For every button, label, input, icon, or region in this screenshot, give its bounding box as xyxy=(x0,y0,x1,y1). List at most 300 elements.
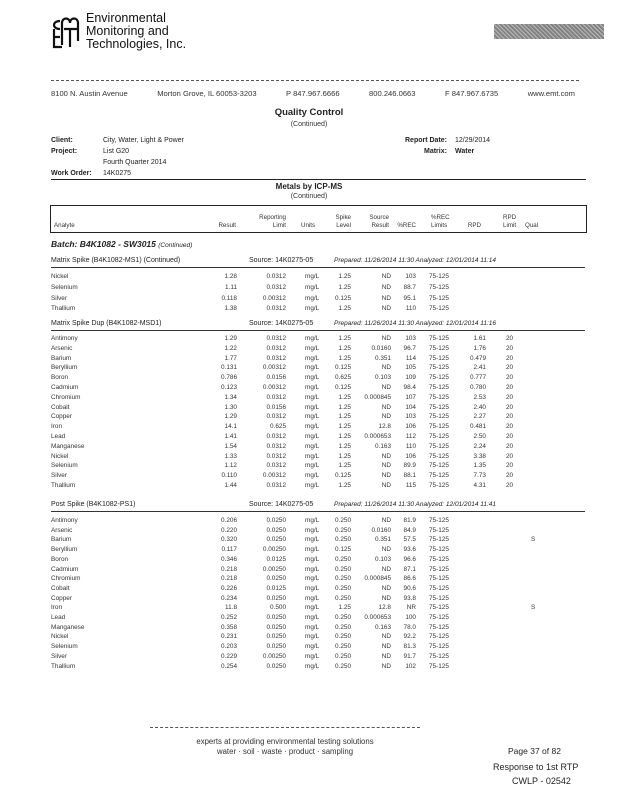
cell-spike-level: 0.125 xyxy=(335,472,351,480)
cell-rpd: 3.38 xyxy=(473,452,486,460)
cell-rec-limits: 75-125 xyxy=(429,423,449,431)
cell-rec: 78.0 xyxy=(403,623,416,631)
col-rec-limits-top: %REC xyxy=(431,214,450,221)
cell-reporting-limit: 0.625 xyxy=(270,423,286,431)
cell-units: mg/L xyxy=(305,305,320,313)
cell-source-result: ND xyxy=(381,662,391,670)
cell-rpd: 0.481 xyxy=(470,423,486,431)
cell-rec: 88.7 xyxy=(403,283,416,291)
cell-qual: S xyxy=(531,536,536,544)
cell-rec-limits: 75-125 xyxy=(429,565,449,573)
cell-source-result: ND xyxy=(381,482,391,489)
table-row xyxy=(51,404,585,413)
table-row xyxy=(51,663,585,672)
table-row xyxy=(51,345,585,354)
table-row xyxy=(51,653,585,662)
col-source: Source xyxy=(369,214,389,221)
table-row xyxy=(51,335,585,344)
cell-spike-level: 1.25 xyxy=(338,283,351,291)
cell-result: 0.254 xyxy=(221,662,237,670)
table-row xyxy=(51,295,585,304)
cell-units: mg/L xyxy=(305,594,320,602)
cell-result: 11.8 xyxy=(225,604,237,612)
cell-reporting-limit: 0.500 xyxy=(270,604,286,612)
cell-source-result: ND xyxy=(381,546,391,554)
info-divider xyxy=(51,179,586,180)
cell-spike-level: 1.25 xyxy=(338,452,351,460)
cell-source-result: 0.0160 xyxy=(371,526,391,534)
cell-spike-level: 1.25 xyxy=(338,354,351,362)
cell-rpd-limit: 20 xyxy=(506,423,514,431)
table-row xyxy=(51,482,585,491)
cell-rpd: 2.27 xyxy=(473,413,486,421)
cell-source-result: 0.000653 xyxy=(364,433,391,440)
cell-spike-level: 0.250 xyxy=(335,565,351,573)
company-name xyxy=(86,12,186,51)
cell-source-result: 0.163 xyxy=(375,623,391,631)
section-header xyxy=(51,319,585,331)
cell-rec: 86.6 xyxy=(403,575,416,583)
cell-source-result: ND xyxy=(381,517,391,524)
cell-result: 0.320 xyxy=(221,536,237,544)
cell-source-result: ND xyxy=(381,305,391,313)
cell-units: mg/L xyxy=(305,433,320,440)
cell-result: 1.34 xyxy=(224,393,237,401)
cell-analyte: Cobalt xyxy=(51,403,70,411)
table-row xyxy=(51,566,585,575)
cell-reporting-limit: 0.0250 xyxy=(266,536,286,544)
footer-services: water · soil · waste · product · sampling xyxy=(216,747,354,756)
cell-result: 1.29 xyxy=(224,335,237,342)
table-row xyxy=(51,355,585,364)
cell-reporting-limit: 0.0250 xyxy=(266,614,286,621)
col-spike-level: Level xyxy=(336,222,351,229)
cell-rpd-limit: 20 xyxy=(506,354,514,362)
cell-rec-limits: 75-125 xyxy=(429,462,449,470)
cell-source-result: ND xyxy=(381,294,391,302)
cell-analyte: Boron xyxy=(51,555,69,563)
cell-analyte: Nickel xyxy=(51,633,69,641)
col-rec-limits: Limits xyxy=(431,222,448,229)
cell-rec-limits: 75-125 xyxy=(429,442,449,450)
table-row xyxy=(51,273,585,282)
matrix-value: Water xyxy=(455,148,475,155)
phone: P 847.967.6666 xyxy=(286,89,340,98)
cell-rec: 103 xyxy=(405,413,416,421)
cell-rec-limits: 75-125 xyxy=(429,623,449,631)
cell-rec-limits: 75-125 xyxy=(429,575,449,583)
cell-reporting-limit: 0.0250 xyxy=(266,575,286,583)
cell-rpd: 1.61 xyxy=(473,335,486,342)
cell-rec: 88.1 xyxy=(403,472,416,480)
col-units: Units xyxy=(301,222,316,229)
cell-rec: 93.8 xyxy=(403,594,416,602)
cell-result: 0.252 xyxy=(221,614,237,621)
cell-source-result: ND xyxy=(381,584,391,592)
cell-rec: 100 xyxy=(405,614,416,621)
cell-result: 0.229 xyxy=(221,652,237,660)
report-date-label: Report Date: xyxy=(405,137,448,144)
cell-result: 0.118 xyxy=(221,294,237,302)
col-reporting: Reporting xyxy=(259,214,286,221)
cell-spike-level: 0.250 xyxy=(335,662,351,670)
cell-rec-limits: 75-125 xyxy=(429,452,449,460)
cell-reporting-limit: 0.0312 xyxy=(266,393,286,401)
section-title: Matrix Spike (B4K1082-MS1) (Continued) xyxy=(51,257,181,264)
cell-rec: 110 xyxy=(405,442,416,450)
matrix-label: Matrix: xyxy=(424,148,447,155)
cell-rpd-limit: 20 xyxy=(506,403,514,411)
cell-result: 0.218 xyxy=(221,565,237,573)
cell-reporting-limit: 0.00312 xyxy=(262,294,286,302)
cell-rec-limits: 75-125 xyxy=(429,546,449,554)
cell-rpd: 2.50 xyxy=(473,433,486,440)
cell-units: mg/L xyxy=(305,526,320,534)
project-label: Project: xyxy=(51,148,78,155)
cell-rpd: 0.777 xyxy=(470,374,486,382)
col-rpd: RPD xyxy=(467,222,481,229)
table-row xyxy=(51,472,585,481)
cell-result: 0.786 xyxy=(221,374,237,382)
cell-spike-level: 1.25 xyxy=(338,273,351,280)
cell-spike-level: 1.25 xyxy=(338,335,351,342)
section-title: Post Spike (B4K1082-PS1) xyxy=(51,501,136,508)
cell-result: 1.54 xyxy=(224,442,237,450)
cell-rec-limits: 75-125 xyxy=(429,403,449,411)
cell-rec: 115 xyxy=(405,482,416,489)
cell-units: mg/L xyxy=(305,633,320,641)
contact-line xyxy=(51,89,575,98)
cell-reporting-limit: 0.00250 xyxy=(262,652,286,660)
cell-rec: 110 xyxy=(405,305,416,313)
bates-number: CWLP - 02542 xyxy=(512,776,571,786)
cell-rec: 96.7 xyxy=(403,344,416,352)
table-row xyxy=(51,575,585,584)
cell-rec-limits: 75-125 xyxy=(429,584,449,592)
cell-reporting-limit: 0.00250 xyxy=(262,546,286,554)
cell-spike-level: 0.125 xyxy=(335,384,351,391)
cell-units: mg/L xyxy=(305,555,320,563)
project-value: List G20 xyxy=(103,148,130,155)
cell-spike-level: 0.250 xyxy=(335,584,351,592)
table-row xyxy=(51,536,585,545)
cell-units: mg/L xyxy=(305,452,320,460)
cell-spike-level: 1.25 xyxy=(338,423,351,431)
cell-result: 1.22 xyxy=(224,344,237,352)
cell-units: mg/L xyxy=(305,652,320,660)
cell-rec: 57.5 xyxy=(403,536,416,544)
address-street: 8100 N. Austin Avenue xyxy=(51,89,128,98)
cell-units: mg/L xyxy=(305,283,320,291)
cell-analyte: Beryllium xyxy=(51,364,78,372)
cell-rpd: 1.35 xyxy=(473,462,486,470)
cell-rec: 104 xyxy=(405,403,416,411)
website: www.emt.com xyxy=(527,89,575,98)
company-logo xyxy=(50,15,82,49)
cell-rec: 102 xyxy=(405,662,416,670)
cell-analyte: Nickel xyxy=(51,452,69,460)
table-row xyxy=(51,394,585,403)
cell-rec: 91.7 xyxy=(403,652,416,660)
table-row xyxy=(51,413,585,422)
table-row xyxy=(51,643,585,652)
cell-spike-level: 1.25 xyxy=(338,305,351,313)
page-title: Quality Control xyxy=(274,107,344,118)
cell-rec: 84.9 xyxy=(403,526,416,534)
cell-rec: 92.2 xyxy=(403,633,416,641)
cell-spike-level: 0.250 xyxy=(335,536,351,544)
cell-source-result: 0.103 xyxy=(375,374,391,382)
cell-analyte: Cadmium xyxy=(51,384,79,391)
col-rpd-top: RPD xyxy=(503,214,517,221)
cell-units: mg/L xyxy=(305,472,320,480)
cell-analyte: Manganese xyxy=(51,442,85,450)
company-name-line: Environmental xyxy=(86,11,166,25)
table-row xyxy=(51,585,585,594)
cell-units: mg/L xyxy=(305,344,320,352)
cell-rpd-limit: 20 xyxy=(506,482,514,489)
cell-rec-limits: 75-125 xyxy=(429,614,449,621)
cell-rec: 106 xyxy=(405,452,416,460)
cell-units: mg/L xyxy=(305,403,320,411)
cell-units: mg/L xyxy=(305,335,320,342)
cell-units: mg/L xyxy=(305,575,320,583)
cell-units: mg/L xyxy=(305,354,320,362)
cell-reporting-limit: 0.0312 xyxy=(266,305,286,313)
cell-rpd: 7.73 xyxy=(473,472,486,480)
cell-spike-level: 0.250 xyxy=(335,623,351,631)
cell-rpd-limit: 20 xyxy=(506,374,514,382)
report-date-value: 12/29/2014 xyxy=(455,137,491,144)
section-prepared: Prepared: 11/26/2014 11:30 Analyzed: 12/01/2014 11:41 xyxy=(334,501,497,508)
section-header xyxy=(51,500,585,512)
cell-units: mg/L xyxy=(305,423,320,431)
cell-source-result: ND xyxy=(381,283,391,291)
cell-spike-level: 0.125 xyxy=(335,294,351,302)
cell-units: mg/L xyxy=(305,413,320,421)
cell-result: 0.218 xyxy=(221,575,237,583)
cell-rpd: 0.479 xyxy=(470,354,486,362)
cell-analyte: Silver xyxy=(51,294,67,302)
cell-spike-level: 1.25 xyxy=(338,413,351,421)
cell-source-result: ND xyxy=(381,413,391,421)
cell-analyte: Silver xyxy=(51,652,67,660)
cell-spike-level: 1.25 xyxy=(338,462,351,470)
cell-rec: 81.9 xyxy=(403,517,416,524)
cell-reporting-limit: 0.0312 xyxy=(266,354,286,362)
cell-reporting-limit: 0.0125 xyxy=(266,555,286,563)
cell-spike-level: 0.250 xyxy=(335,517,351,524)
cell-spike-level: 0.250 xyxy=(335,652,351,660)
cell-units: mg/L xyxy=(305,604,320,612)
cell-rec-limits: 75-125 xyxy=(429,294,449,302)
cell-rec-limits: 75-125 xyxy=(429,393,449,401)
cell-result: 0.123 xyxy=(221,384,237,391)
cell-rec-limits: 75-125 xyxy=(429,374,449,382)
table-row xyxy=(51,443,585,452)
col-spike: Spike xyxy=(335,214,351,221)
batch-label xyxy=(51,239,192,249)
cell-analyte: Antimony xyxy=(51,517,78,524)
cell-result: 0.231 xyxy=(221,633,237,641)
cell-rec-limits: 75-125 xyxy=(429,517,449,524)
cell-source-result: ND xyxy=(381,335,391,342)
cell-units: mg/L xyxy=(305,462,320,470)
cell-reporting-limit: 0.00312 xyxy=(262,384,286,391)
table-row xyxy=(51,433,585,442)
cell-spike-level: 1.25 xyxy=(338,442,351,450)
col-result: Result xyxy=(218,222,236,229)
cell-units: mg/L xyxy=(305,442,320,450)
cell-reporting-limit: 0.0312 xyxy=(266,413,286,421)
cell-rec-limits: 75-125 xyxy=(429,384,449,391)
col-qual: Qual xyxy=(525,222,539,229)
section-header xyxy=(51,256,585,268)
cell-rec-limits: 75-125 xyxy=(429,526,449,534)
section-source: Source: 14K0275-05 xyxy=(249,257,314,264)
cell-result: 0.110 xyxy=(221,472,237,480)
cell-rec: 89.9 xyxy=(403,462,416,470)
section-prepared: Prepared: 11/26/2014 11:30 Analyzed: 12/01/2014 11:16 xyxy=(334,320,497,327)
page-subtitle: (Continued) xyxy=(290,121,328,128)
cell-rec: 114 xyxy=(405,354,416,362)
table-row xyxy=(51,423,585,432)
cell-reporting-limit: 0.0250 xyxy=(266,623,286,631)
cell-spike-level: 0.250 xyxy=(335,594,351,602)
cell-result: 0.220 xyxy=(221,526,237,534)
cell-result: 1.38 xyxy=(224,305,237,313)
response-label: Response to 1st RTP xyxy=(493,762,579,772)
cell-result: 1.33 xyxy=(224,452,237,460)
cell-spike-level: 0.250 xyxy=(335,614,351,621)
page-number: Page 37 of 82 xyxy=(508,746,561,756)
toll-free-phone: 800.246.0663 xyxy=(369,89,416,98)
cell-rec-limits: 75-125 xyxy=(429,433,449,440)
cell-result: 0.346 xyxy=(221,555,237,563)
cell-rec: 105 xyxy=(405,364,416,372)
cell-reporting-limit: 0.0312 xyxy=(266,452,286,460)
cell-analyte: Silver xyxy=(51,472,67,480)
address-city: Morton Grove, IL 60053-3203 xyxy=(157,89,257,98)
cell-rpd: 2.53 xyxy=(473,393,486,401)
cell-source-result: 0.0160 xyxy=(371,344,391,352)
cell-rec-limits: 75-125 xyxy=(429,652,449,660)
cell-rec: 90.6 xyxy=(403,584,416,592)
cell-result: 1.44 xyxy=(224,482,237,489)
cell-result: 0.358 xyxy=(221,623,237,631)
cell-rec: 96.6 xyxy=(403,555,416,563)
cell-reporting-limit: 0.0312 xyxy=(266,283,286,291)
cell-reporting-limit: 0.0312 xyxy=(266,273,286,280)
cell-source-result: ND xyxy=(381,462,391,470)
cell-rec: 106 xyxy=(405,423,416,431)
cell-rpd-limit: 20 xyxy=(506,462,514,470)
cell-source-result: 0.000845 xyxy=(364,393,391,401)
cell-units: mg/L xyxy=(305,614,320,621)
table-row xyxy=(51,614,585,623)
cell-source-result: 0.000845 xyxy=(364,575,391,583)
cell-source-result: ND xyxy=(381,384,391,391)
cell-source-result: 12.8 xyxy=(378,604,391,612)
cell-source-result: 0.351 xyxy=(375,354,391,362)
cell-rec-limits: 75-125 xyxy=(429,643,449,651)
cell-analyte: Barium xyxy=(51,354,72,362)
cell-reporting-limit: 0.0312 xyxy=(266,433,286,440)
cell-result: 0.131 xyxy=(221,364,237,372)
footer-divider xyxy=(150,727,420,728)
col-limit: Limit xyxy=(272,222,286,229)
method-subtitle: (Continued) xyxy=(290,193,328,200)
cell-spike-level: 0.250 xyxy=(335,555,351,563)
cell-rpd-limit: 20 xyxy=(506,452,514,460)
table-header xyxy=(50,205,587,233)
cell-units: mg/L xyxy=(305,546,320,554)
cell-spike-level: 0.250 xyxy=(335,633,351,641)
table-row xyxy=(51,364,585,373)
cell-rec: 103 xyxy=(405,273,416,280)
cell-reporting-limit: 0.0312 xyxy=(266,442,286,450)
client-label: Client: xyxy=(51,137,73,144)
cell-analyte: Cobalt xyxy=(51,584,70,592)
cell-units: mg/L xyxy=(305,623,320,631)
cell-analyte: Lead xyxy=(51,433,66,440)
cell-rec: 112 xyxy=(405,433,416,440)
cell-analyte: Selenium xyxy=(51,283,78,291)
section-title: Matrix Spike Dup (B4K1082-MSD1) xyxy=(51,320,162,327)
cell-reporting-limit: 0.0250 xyxy=(266,594,286,602)
batch-note: (Continued) xyxy=(158,242,193,249)
table-row xyxy=(51,384,585,393)
scanned-stamp xyxy=(494,24,604,39)
cell-reporting-limit: 0.0312 xyxy=(266,335,286,342)
cell-rec-limits: 75-125 xyxy=(429,364,449,372)
cell-units: mg/L xyxy=(305,565,320,573)
cell-result: 0.234 xyxy=(221,594,237,602)
cell-reporting-limit: 0.0312 xyxy=(266,482,286,489)
cell-analyte: Iron xyxy=(51,604,63,612)
table-row xyxy=(51,527,585,536)
cell-rpd-limit: 20 xyxy=(506,364,514,372)
cell-rpd-limit: 20 xyxy=(506,472,514,480)
cell-units: mg/L xyxy=(305,294,320,302)
cell-rec: 93.6 xyxy=(403,546,416,554)
cell-result: 0.203 xyxy=(221,643,237,651)
cell-source-result: ND xyxy=(381,594,391,602)
cell-analyte: Lead xyxy=(51,614,66,621)
cell-reporting-limit: 0.00250 xyxy=(262,565,286,573)
cell-reporting-limit: 0.0312 xyxy=(266,462,286,470)
cell-source-result: 0.103 xyxy=(375,555,391,563)
cell-analyte: Antimony xyxy=(51,335,78,342)
cell-analyte: Copper xyxy=(51,594,72,602)
cell-analyte: Iron xyxy=(51,423,63,431)
table-row xyxy=(51,604,585,613)
cell-rec-limits: 75-125 xyxy=(429,555,449,563)
cell-spike-level: 0.125 xyxy=(335,546,351,554)
client-value: City, Water, Light & Power xyxy=(103,137,184,144)
cell-rpd-limit: 20 xyxy=(506,384,514,391)
cell-reporting-limit: 0.0250 xyxy=(266,662,286,670)
table-row xyxy=(51,546,585,555)
cell-rec: NR xyxy=(406,604,416,612)
cell-units: mg/L xyxy=(305,364,320,372)
work-order-value: 14K0275 xyxy=(103,170,132,177)
cell-analyte: Boron xyxy=(51,374,69,382)
cell-spike-level: 1.25 xyxy=(338,482,351,489)
cell-rpd: 4.31 xyxy=(473,482,486,489)
cell-source-result: ND xyxy=(381,364,391,372)
table-row xyxy=(51,556,585,565)
